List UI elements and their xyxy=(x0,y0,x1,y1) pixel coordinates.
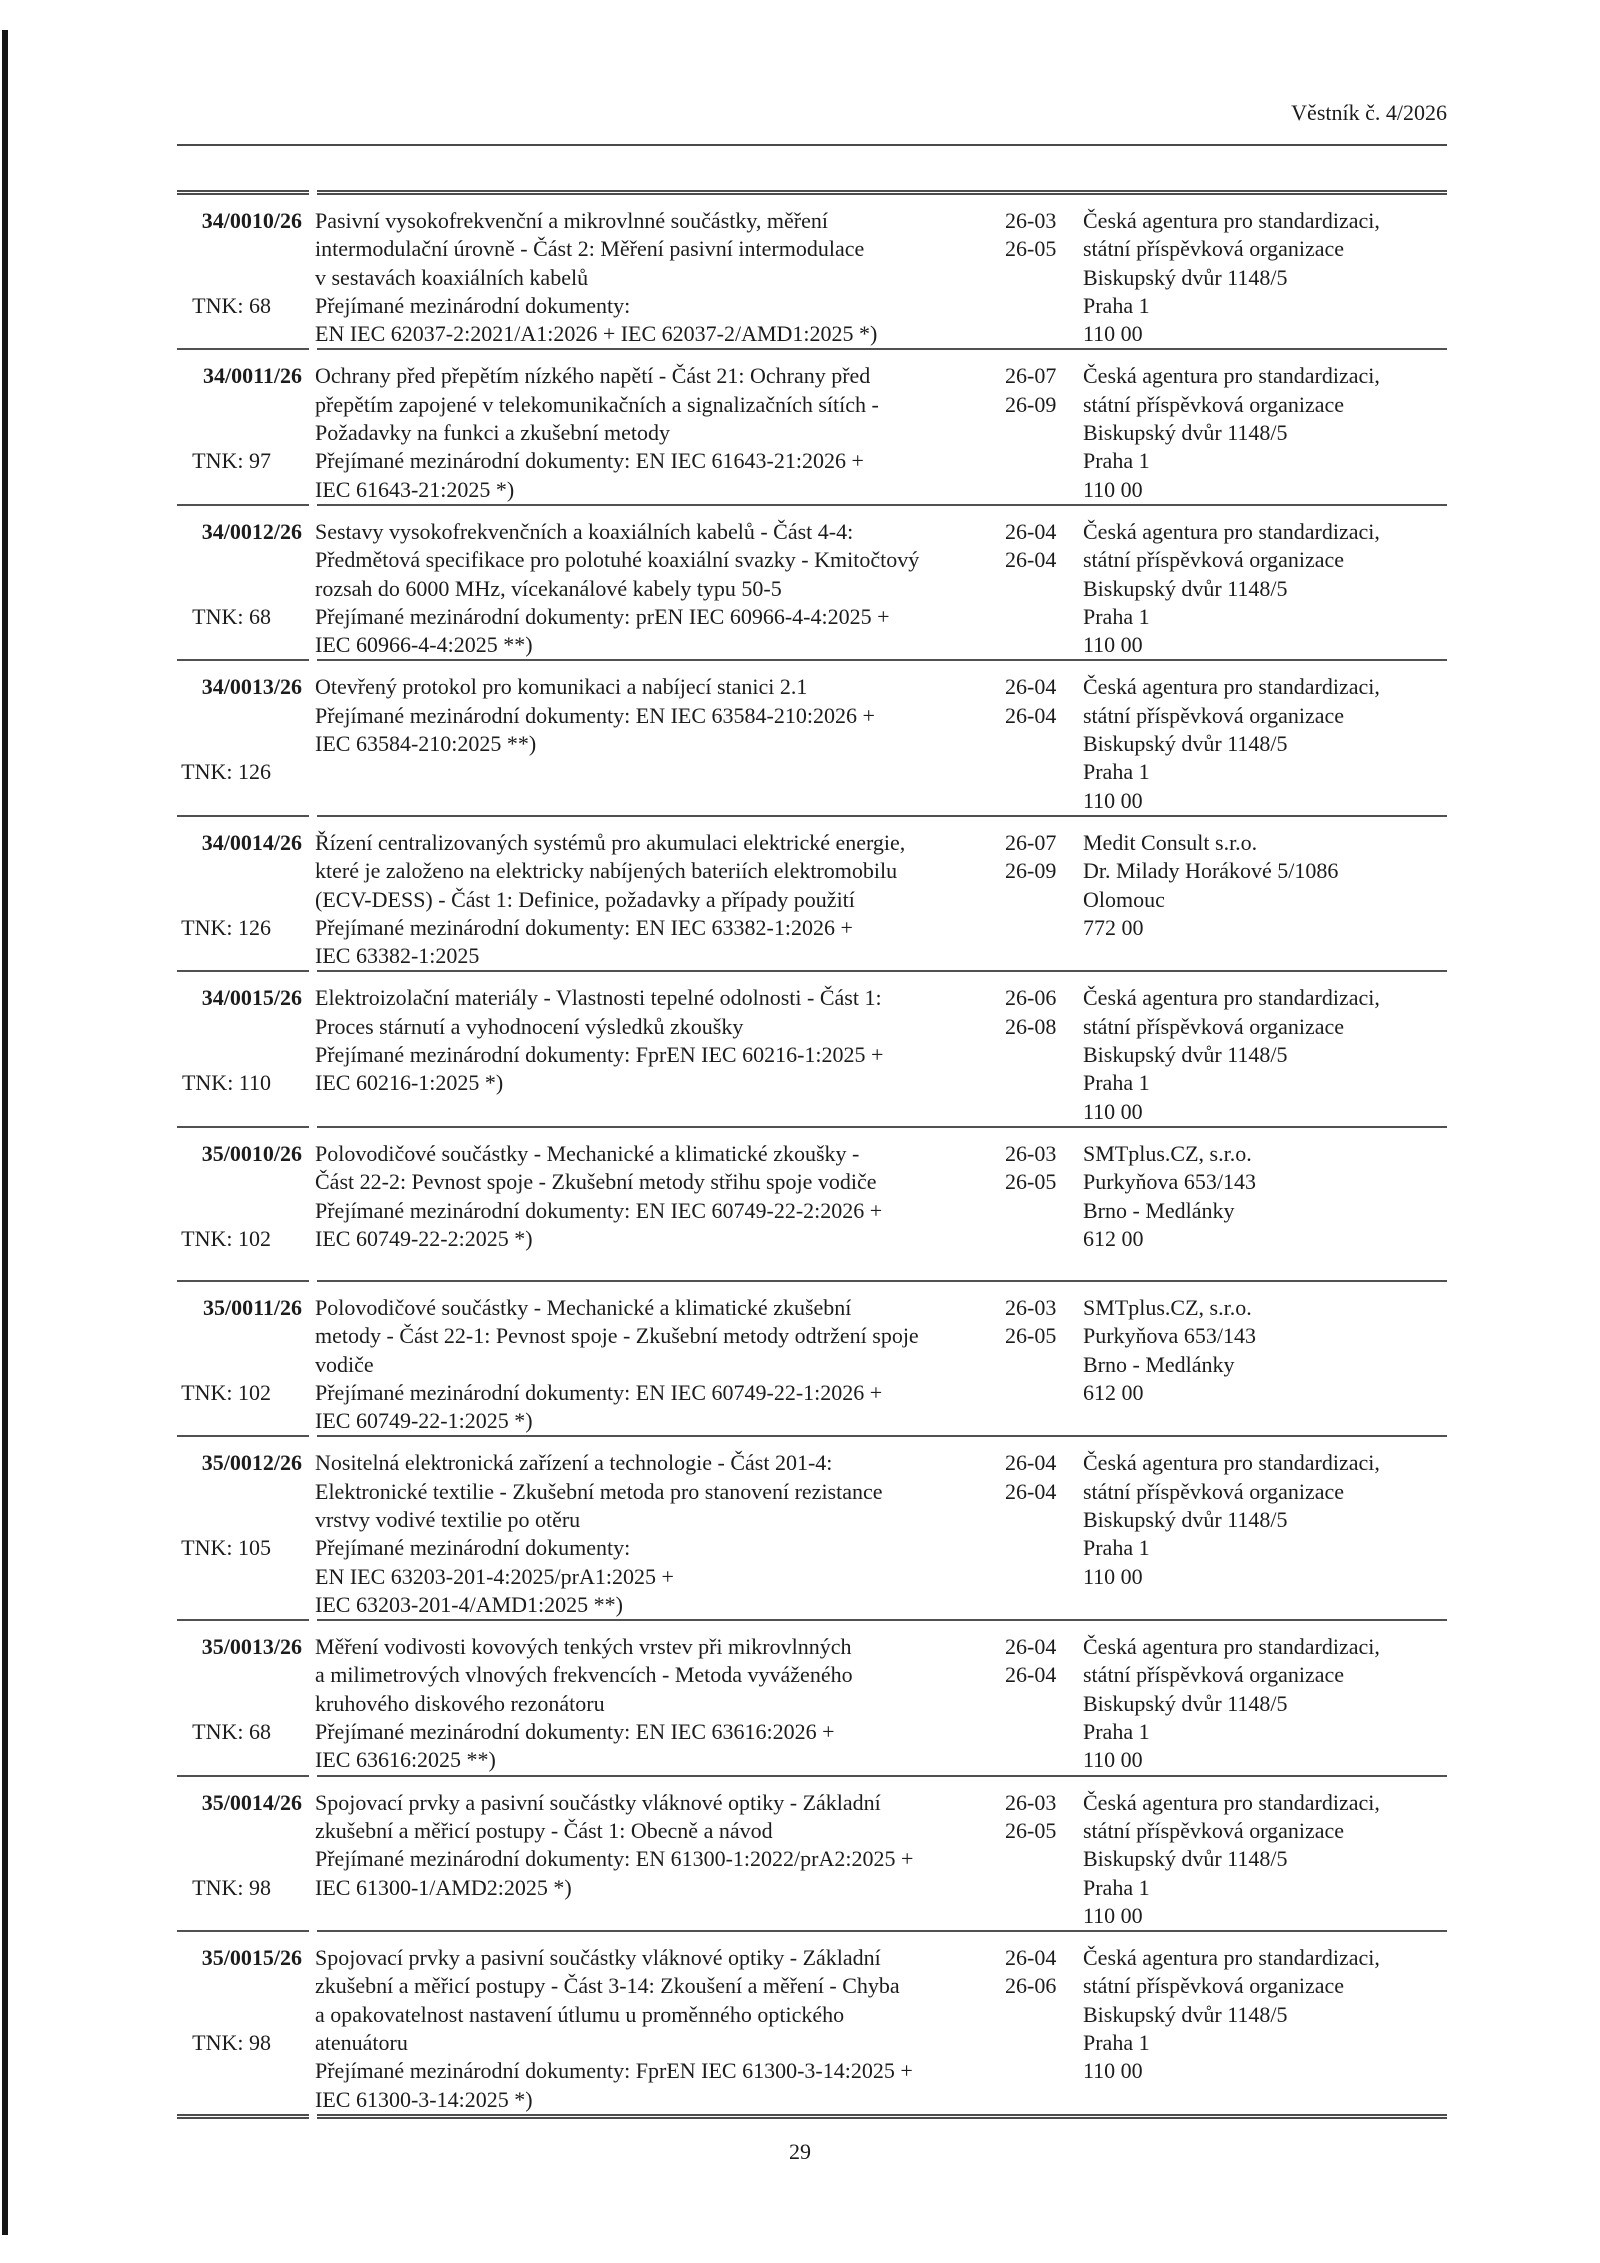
text-line: Řízení centralizovaných systémů pro akumulaci elektrické energie, xyxy=(315,829,906,855)
entry-id-cell xyxy=(177,829,307,970)
text-line: IEC 61300-3-14:2025 *) xyxy=(315,2086,533,2112)
org-line: 612 00 xyxy=(1083,1225,1144,1251)
separator-segment xyxy=(177,1435,309,1437)
org-line: státní příspěvková organizace xyxy=(1083,1013,1345,1039)
org-line: Česká agentura pro standardizaci, xyxy=(1083,1450,1380,1476)
org-column xyxy=(1078,1449,1447,1619)
text-line: kruhového diskového rezonátoru xyxy=(315,1690,605,1716)
separator-segment xyxy=(177,1930,309,1932)
date-column xyxy=(1000,362,1078,503)
entry-number: 35/0011/26 xyxy=(202,1294,302,1320)
table-row xyxy=(177,506,1447,659)
org-column xyxy=(1078,1294,1447,1435)
text-line: Ochrany před přepětím nízkého napětí - Část 21: Ochrany před xyxy=(315,363,871,389)
separator-segment xyxy=(317,1775,1447,1777)
date-column xyxy=(1000,673,1078,814)
date-column xyxy=(1000,1944,1078,2114)
row-separator xyxy=(177,348,1447,350)
org-line: 110 00 xyxy=(1083,1747,1143,1773)
standards-table xyxy=(177,190,1447,2119)
text-line: Předmětová specifikace pro polotuhé koaxiální svazky - Kmitočtový xyxy=(315,547,920,573)
table-row xyxy=(177,195,1447,348)
org-line: Praha 1 xyxy=(1083,603,1150,629)
org-line: SMTplus.CZ, s.r.o. xyxy=(1083,1140,1252,1166)
approval-date: 26-09 xyxy=(1005,858,1057,884)
text-line: IEC 60749-22-1:2025 *) xyxy=(315,1408,533,1434)
text-line: v sestavách koaxiálních kabelů xyxy=(315,264,589,290)
org-line: Česká agentura pro standardizaci, xyxy=(1083,1789,1380,1815)
entry-number: 34/0015/26 xyxy=(201,985,302,1011)
entry-text xyxy=(307,1294,1000,1435)
org-column xyxy=(1078,362,1447,503)
text-line: Přejímané mezinárodní dokumenty: EN IEC 63382-1:2026 + xyxy=(315,914,853,940)
approval-date: 26-04 xyxy=(1005,674,1057,700)
text-line: Polovodičové součástky - Mechanické a klimatické zkoušky - xyxy=(315,1140,860,1166)
text-line: atenuátoru xyxy=(315,2030,408,2056)
approval-date: 26-09 xyxy=(1005,391,1057,417)
text-line: (ECV-DESS) - Část 1: Definice, požadavky a případy použití xyxy=(315,886,855,912)
org-line: státní příspěvková organizace xyxy=(1083,236,1345,262)
entry-number: 35/0012/26 xyxy=(201,1450,302,1476)
text-line: EN IEC 63203-201-4:2025/prA1:2025 + xyxy=(315,1563,674,1589)
page-number: 29 xyxy=(789,2139,811,2164)
text-line: zkušební a měřicí postupy - Část 3-14: Zkoušení a měření - Chyba xyxy=(315,1973,900,1999)
org-line: Brno - Medlánky xyxy=(1083,1197,1235,1223)
org-line: Praha 1 xyxy=(1083,759,1150,785)
text-line: Přejímané mezinárodní dokumenty: FprEN IEC 60216-1:2025 + xyxy=(315,1042,884,1068)
org-line: Biskupský dvůr 1148/5 xyxy=(1083,731,1288,757)
org-column xyxy=(1078,207,1447,348)
text-line: IEC 61300-1/AMD2:2025 *) xyxy=(315,1874,572,1900)
entry-text xyxy=(307,1789,1000,1930)
text-line: Otevřený protokol pro komunikaci a nabíjecí stanici 2.1 xyxy=(315,674,808,700)
org-line: Praha 1 xyxy=(1083,1070,1150,1096)
date-column xyxy=(1000,1140,1078,1280)
tnk-label: TNK: 102 xyxy=(181,1379,271,1405)
table-row xyxy=(177,1282,1447,1435)
separator-segment xyxy=(317,1435,1447,1437)
row-separator xyxy=(177,1126,1447,1128)
row-separator xyxy=(177,815,1447,817)
entry-text xyxy=(307,829,1000,970)
entry-id-cell xyxy=(177,1449,307,1619)
tnk-label: TNK: 98 xyxy=(192,1874,271,1900)
text-line: Přejímané mezinárodní dokumenty: prEN IEC 60966-4-4:2025 + xyxy=(315,603,890,629)
text-line: Požadavky na funkci a zkušební metody xyxy=(315,420,670,446)
separator-segment xyxy=(177,348,309,350)
entry-text xyxy=(307,1140,1000,1280)
text-line: IEC 61643-21:2025 *) xyxy=(315,476,515,502)
approval-date: 26-04 xyxy=(1005,1945,1057,1971)
approval-date: 26-04 xyxy=(1005,518,1057,544)
tnk-label: TNK: 68 xyxy=(192,1719,271,1745)
org-column xyxy=(1078,673,1447,814)
approval-date: 26-04 xyxy=(1005,1478,1057,1504)
approval-date: 26-04 xyxy=(1005,702,1057,728)
date-column xyxy=(1000,829,1078,970)
org-line: Biskupský dvůr 1148/5 xyxy=(1083,420,1288,446)
text-line: Přejímané mezinárodní dokumenty: EN IEC 63584-210:2026 + xyxy=(315,702,875,728)
text-line: Elektronické textilie - Zkušební metoda pro stanovení rezistance xyxy=(315,1478,883,1504)
org-line: SMTplus.CZ, s.r.o. xyxy=(1083,1294,1252,1320)
table-rows xyxy=(177,195,1447,2119)
text-line: Přejímané mezinárodní dokumenty: xyxy=(315,292,631,318)
row-separator xyxy=(177,659,1447,661)
text-line: a milimetrových vlnových frekvencích - Metoda vyváženého xyxy=(315,1662,853,1688)
entry-text xyxy=(307,1633,1000,1774)
text-line: Přejímané mezinárodní dokumenty: xyxy=(315,1535,631,1561)
org-line: Praha 1 xyxy=(1083,1535,1150,1561)
date-column xyxy=(1000,1294,1078,1435)
org-column xyxy=(1078,1944,1447,2114)
text-line: IEC 63616:2025 **) xyxy=(315,1747,496,1773)
org-line: státní příspěvková organizace xyxy=(1083,1973,1345,1999)
org-line: Brno - Medlánky xyxy=(1083,1351,1235,1377)
text-line: vrstvy vodivé textilie po otěru xyxy=(315,1506,581,1532)
org-line: Biskupský dvůr 1148/5 xyxy=(1083,1690,1288,1716)
org-line: Česká agentura pro standardizaci, xyxy=(1083,674,1380,700)
text-line: Přejímané mezinárodní dokumenty: EN 61300-1:2022/prA2:2025 + xyxy=(315,1846,914,1872)
entry-text xyxy=(307,207,1000,348)
table-row xyxy=(177,817,1447,970)
entry-id-cell xyxy=(177,673,307,814)
entry-number: 34/0012/26 xyxy=(201,518,302,544)
table-row xyxy=(177,1437,1447,1619)
text-line: Část 22-2: Pevnost spoje - Zkušební metody střihu spoje vodiče xyxy=(315,1169,877,1195)
tnk-label: TNK: 98 xyxy=(192,2030,271,2056)
org-column xyxy=(1078,1140,1447,1280)
date-column xyxy=(1000,1449,1078,1619)
approval-date: 26-03 xyxy=(1005,1789,1057,1815)
entry-text xyxy=(307,518,1000,659)
text-line: Spojovací prvky a pasivní součástky vláknové optiky - Základní xyxy=(315,1789,881,1815)
separator-segment xyxy=(317,1126,1447,1128)
org-line: státní příspěvková organizace xyxy=(1083,547,1345,573)
approval-date: 26-04 xyxy=(1005,1450,1057,1476)
org-line: 110 00 xyxy=(1083,1563,1143,1589)
org-line: Biskupský dvůr 1148/5 xyxy=(1083,1042,1288,1068)
entry-id-cell xyxy=(177,1944,307,2114)
entry-text xyxy=(307,362,1000,503)
text-line: Elektroizolační materiály - Vlastnosti tepelné odolnosti - Část 1: xyxy=(315,985,882,1011)
row-separator xyxy=(177,504,1447,506)
date-column xyxy=(1000,207,1078,348)
row-separator xyxy=(177,2114,1447,2119)
entry-id-cell xyxy=(177,1140,307,1280)
entry-number: 34/0011/26 xyxy=(202,363,302,389)
entry-id-cell xyxy=(177,1789,307,1930)
org-line: Medit Consult s.r.o. xyxy=(1083,829,1258,855)
org-line: státní příspěvková organizace xyxy=(1083,1817,1345,1843)
org-line: Dr. Milady Horákové 5/1086 xyxy=(1083,858,1339,884)
approval-date: 26-05 xyxy=(1005,1323,1057,1349)
text-line: Proces stárnutí a vyhodnocení výsledků zkoušky xyxy=(315,1013,744,1039)
date-column xyxy=(1000,1633,1078,1774)
separator-segment xyxy=(177,1619,309,1621)
table-row xyxy=(177,1128,1447,1280)
separator-segment xyxy=(317,659,1447,661)
separator-segment xyxy=(317,190,1447,195)
text-line: zkušební a měřicí postupy - Část 1: Obecně a návod xyxy=(315,1817,773,1843)
org-line: Biskupský dvůr 1148/5 xyxy=(1083,1506,1288,1532)
org-line: státní příspěvková organizace xyxy=(1083,391,1345,417)
separator-segment xyxy=(317,348,1447,350)
separator-segment xyxy=(177,1775,309,1777)
text-line: IEC 60749-22-2:2025 *) xyxy=(315,1225,533,1251)
text-line: IEC 63203-201-4/AMD1:2025 **) xyxy=(315,1591,623,1617)
text-line: EN IEC 62037-2:2021/A1:2026 + IEC 62037-2/AMD1:2025 *) xyxy=(315,321,878,347)
separator-segment xyxy=(177,504,309,506)
text-line: rozsah do 6000 MHz, vícekanálové kabely typu 50-5 xyxy=(315,575,782,601)
entry-text xyxy=(307,673,1000,814)
text-line: IEC 63584-210:2025 **) xyxy=(315,731,537,757)
approval-date: 26-05 xyxy=(1005,236,1057,262)
tnk-label: TNK: 110 xyxy=(181,1070,271,1096)
org-line: Česká agentura pro standardizaci, xyxy=(1083,985,1380,1011)
org-line: 110 00 xyxy=(1083,1902,1143,1928)
entry-id-cell xyxy=(177,1633,307,1774)
entry-number: 35/0010/26 xyxy=(201,1140,302,1166)
approval-date: 26-05 xyxy=(1005,1169,1057,1195)
org-line: státní příspěvková organizace xyxy=(1083,1478,1345,1504)
org-column xyxy=(1078,518,1447,659)
approval-date: 26-06 xyxy=(1005,1973,1057,1999)
approval-date: 26-07 xyxy=(1005,363,1057,389)
row-separator xyxy=(177,970,1447,972)
org-line: Purkyňova 653/143 xyxy=(1083,1169,1256,1195)
text-line: Přejímané mezinárodní dokumenty: EN IEC 63616:2026 + xyxy=(315,1719,835,1745)
org-column xyxy=(1078,1789,1447,1930)
row-separator xyxy=(177,1930,1447,1932)
approval-date: 26-04 xyxy=(1005,1662,1057,1688)
row-separator xyxy=(177,1775,1447,1777)
row-separator xyxy=(177,1619,1447,1621)
table-row xyxy=(177,1777,1447,1930)
text-line: Přejímané mezinárodní dokumenty: EN IEC 60749-22-2:2026 + xyxy=(315,1197,883,1223)
table-row xyxy=(177,1621,1447,1774)
org-line: Praha 1 xyxy=(1083,2030,1150,2056)
approval-date: 26-03 xyxy=(1005,208,1057,233)
entry-text xyxy=(307,1449,1000,1619)
tnk-label: TNK: 68 xyxy=(192,603,271,629)
entry-text xyxy=(307,1944,1000,2114)
text-line: IEC 63382-1:2025 xyxy=(315,943,480,969)
org-line: Česká agentura pro standardizaci, xyxy=(1083,208,1380,233)
org-line: státní příspěvková organizace xyxy=(1083,1662,1345,1688)
approval-date: 26-08 xyxy=(1005,1013,1057,1039)
entry-id-cell xyxy=(177,1294,307,1435)
separator-segment xyxy=(317,815,1447,817)
org-line: Česká agentura pro standardizaci, xyxy=(1083,363,1380,389)
entry-number: 34/0013/26 xyxy=(201,674,302,700)
approval-date: 26-03 xyxy=(1005,1140,1057,1166)
text-line: Měření vodivosti kovových tenkých vrstev při mikrovlnných xyxy=(315,1634,852,1660)
entry-number: 35/0015/26 xyxy=(201,1945,302,1971)
approval-date: 26-03 xyxy=(1005,1294,1057,1320)
tnk-label: TNK: 126 xyxy=(181,759,271,785)
table-row xyxy=(177,661,1447,814)
approval-date: 26-04 xyxy=(1005,547,1057,573)
table-top-rule xyxy=(177,190,1447,195)
org-line: 110 00 xyxy=(1083,1098,1143,1124)
text-line: vodiče xyxy=(315,1351,374,1377)
text-line: IEC 60216-1:2025 *) xyxy=(315,1070,504,1096)
org-line: 110 00 xyxy=(1083,476,1143,502)
org-column xyxy=(1078,829,1447,970)
tnk-label: TNK: 97 xyxy=(192,448,271,474)
approval-date: 26-06 xyxy=(1005,985,1057,1011)
approval-date: 26-05 xyxy=(1005,1817,1057,1843)
approval-date: 26-07 xyxy=(1005,829,1057,855)
text-line: přepětím zapojené v telekomunikačních a signalizačních sítích - xyxy=(315,391,879,417)
table-row xyxy=(177,972,1447,1125)
org-line: Česká agentura pro standardizaci, xyxy=(1083,1945,1380,1971)
org-line: Olomouc xyxy=(1083,886,1165,912)
text-line: a opakovatelnost nastavení útlumu u proměnného optického xyxy=(315,2001,845,2027)
separator-segment xyxy=(317,504,1447,506)
text-line: které je založeno na elektricky nabíjených bateriích elektromobilu xyxy=(315,858,898,884)
text-line: Sestavy vysokofrekvenčních a koaxiálních kabelů - Část 4-4: xyxy=(315,518,854,544)
text-line: metody - Část 22-1: Pevnost spoje - Zkušební metody odtržení spoje xyxy=(315,1323,919,1349)
date-column xyxy=(1000,984,1078,1125)
tnk-label: TNK: 68 xyxy=(192,293,271,318)
separator-segment xyxy=(317,1280,1447,1282)
entry-id-cell xyxy=(177,207,307,348)
separator-segment xyxy=(317,970,1447,972)
text-line: Přejímané mezinárodní dokumenty: EN IEC 60749-22-1:2026 + xyxy=(315,1379,883,1405)
separator-segment xyxy=(177,659,309,661)
org-line: 110 00 xyxy=(1083,787,1143,813)
separator-segment xyxy=(317,2114,1447,2119)
org-line: Praha 1 xyxy=(1083,1874,1150,1900)
entry-id-cell xyxy=(177,362,307,503)
org-line: státní příspěvková organizace xyxy=(1083,702,1345,728)
table-row xyxy=(177,350,1447,503)
separator-segment xyxy=(177,190,309,195)
text-line: Přejímané mezinárodní dokumenty: EN IEC 61643-21:2026 + xyxy=(315,448,864,474)
text-line: Polovodičové součástky - Mechanické a klimatické zkušební xyxy=(315,1294,852,1320)
header-rule xyxy=(177,144,1447,146)
table-row xyxy=(177,1932,1447,2114)
separator-segment xyxy=(177,1126,309,1128)
date-column xyxy=(1000,518,1078,659)
org-line: Biskupský dvůr 1148/5 xyxy=(1083,264,1288,290)
org-line: Česká agentura pro standardizaci, xyxy=(1083,518,1380,544)
org-line: Purkyňova 653/143 xyxy=(1083,1323,1256,1349)
text-line: intermodulační úrovně - Část 2: Měření pasivní intermodulace xyxy=(315,236,865,262)
org-line: Česká agentura pro standardizaci, xyxy=(1083,1634,1380,1660)
org-line: Praha 1 xyxy=(1083,1719,1150,1745)
row-separator xyxy=(177,1435,1447,1437)
org-column xyxy=(1078,1633,1447,1774)
entry-number: 34/0014/26 xyxy=(201,829,302,855)
text-line: Přejímané mezinárodní dokumenty: FprEN IEC 61300-3-14:2025 + xyxy=(315,2058,913,2084)
org-line: Praha 1 xyxy=(1083,448,1150,474)
org-line: Biskupský dvůr 1148/5 xyxy=(1083,1846,1288,1872)
entry-text xyxy=(307,984,1000,1125)
org-line: Praha 1 xyxy=(1083,292,1150,318)
org-line: 772 00 xyxy=(1083,914,1144,940)
separator-segment xyxy=(177,970,309,972)
tnk-label: TNK: 126 xyxy=(181,914,271,940)
text-line: Pasivní vysokofrekvenční a mikrovlnné součástky, měření xyxy=(315,208,829,233)
separator-segment xyxy=(317,1619,1447,1621)
row-separator xyxy=(177,1280,1447,1282)
text-line: Spojovací prvky a pasivní součástky vláknové optiky - Základní xyxy=(315,1945,881,1971)
org-line: Biskupský dvůr 1148/5 xyxy=(1083,2001,1288,2027)
separator-segment xyxy=(317,1930,1447,1932)
separator-segment xyxy=(177,2114,309,2119)
tnk-label: TNK: 102 xyxy=(181,1225,271,1251)
org-line: Biskupský dvůr 1148/5 xyxy=(1083,575,1288,601)
page-edge-line xyxy=(2,30,8,2235)
separator-segment xyxy=(177,815,309,817)
org-line: 110 00 xyxy=(1083,2058,1143,2084)
date-column xyxy=(1000,1789,1078,1930)
text-line: Nositelná elektronická zařízení a technologie - Část 201-4: xyxy=(315,1450,833,1476)
text-line: IEC 60966-4-4:2025 **) xyxy=(315,632,533,658)
entry-number: 34/0010/26 xyxy=(201,208,302,233)
entry-id-cell xyxy=(177,984,307,1125)
entry-number: 35/0014/26 xyxy=(201,1789,302,1815)
org-line: 612 00 xyxy=(1083,1379,1144,1405)
tnk-label: TNK: 105 xyxy=(181,1535,271,1561)
entry-number: 35/0013/26 xyxy=(201,1634,302,1660)
header-title: Věstník č. 4/2026 xyxy=(1291,100,1447,125)
separator-segment xyxy=(177,1280,309,1282)
entry-id-cell xyxy=(177,518,307,659)
org-line: 110 00 xyxy=(1083,632,1143,658)
org-line: 110 00 xyxy=(1083,321,1143,347)
org-column xyxy=(1078,984,1447,1125)
approval-date: 26-04 xyxy=(1005,1634,1057,1660)
